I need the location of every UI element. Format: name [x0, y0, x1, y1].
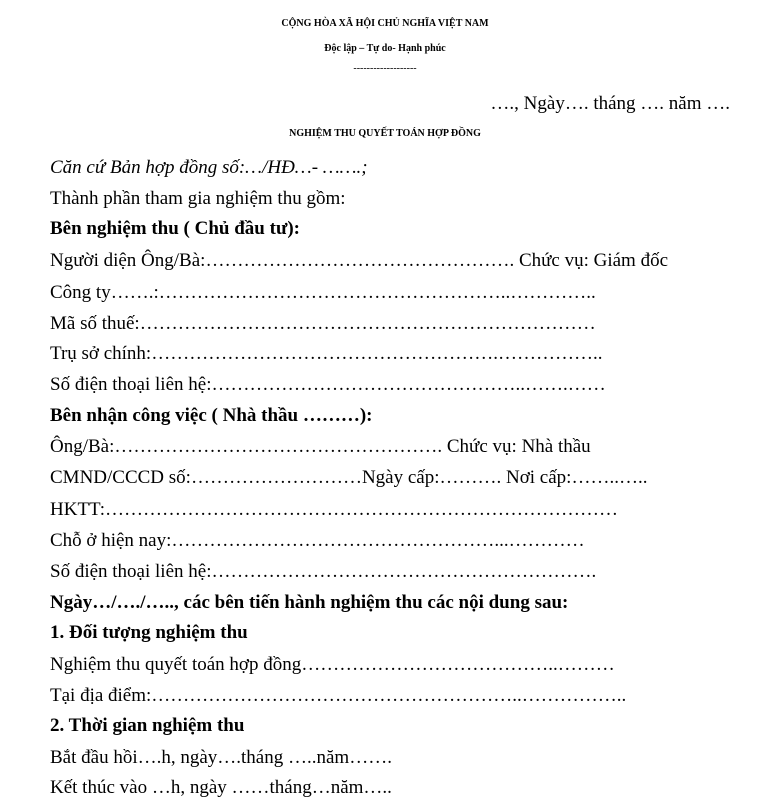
- party-b-name: Ông/Bà:……………………………………………. Chức vụ: Nhà thầu: [50, 436, 591, 457]
- document-title: NGHIỆM THU QUYẾT TOÁN HỢP ĐỒNG: [289, 128, 481, 139]
- party-a-phone: Số điện thoại liên hệ:…………………………………………..…….……: [50, 374, 606, 395]
- participants-intro: Thành phần tham gia nghiệm thu gồm:: [50, 188, 346, 209]
- party-a-representative: Người diện Ông/Bà:…………………………………………. Chức vụ: Giám đốc: [50, 250, 669, 271]
- country-header: CỘNG HÒA XÃ HỘI CHỦ NGHĨA VIỆT NAM: [281, 18, 489, 29]
- party-b-id-card: CMND/CCCD số:………………………Ngày cấp:………. Nơi cấp:……..…..: [50, 467, 648, 488]
- section-2-heading: 2. Thời gian nghiệm thu: [50, 715, 245, 736]
- section-1-location: Tại địa điểm:…………………………………………………..……………..: [50, 685, 627, 706]
- date-line: …., Ngày…. tháng …. năm ….: [490, 93, 730, 114]
- section-2-start: Bắt đầu hồi….h, ngày….tháng …..năm…….: [50, 747, 392, 768]
- party-b-heading: Bên nhận công việc ( Nhà thầu ………):: [50, 405, 373, 426]
- party-a-tax-code: Mã số thuế:………………………………………………………………: [50, 313, 596, 334]
- motto: Độc lập – Tự do- Hạnh phúc: [324, 43, 446, 54]
- party-a-heading: Bên nghiệm thu ( Chủ đầu tư):: [50, 218, 301, 239]
- inspection-date-intro: Ngày…/…./….., các bên tiến hành nghiệm thu các nội dung sau:: [50, 592, 569, 613]
- section-1-heading: 1. Đối tượng nghiệm thu: [50, 622, 248, 643]
- party-b-current-address: Chỗ ở hiện nay:……………………………………………...…………: [50, 530, 585, 551]
- header-divider: -------------------: [353, 63, 417, 74]
- section-2-end: Kết thúc vào …h, ngày ……tháng…năm…..: [50, 777, 392, 798]
- section-1-item: Nghiệm thu quyết toán hợp đồng…………………………………..………: [50, 654, 615, 675]
- party-a-company: Công ty…….:………………………………………………..…………..: [50, 282, 596, 303]
- party-b-phone: Số điện thoại liên hệ:…………………………………………………….: [50, 561, 597, 582]
- party-b-residence: HKTT:………………………………………………………………………: [50, 499, 618, 520]
- contract-basis: Căn cứ Bản hợp đồng số:…/HĐ…- …….;: [50, 157, 368, 178]
- party-a-head-office: Trụ sở chính:……………………………………………….……………..: [50, 343, 603, 364]
